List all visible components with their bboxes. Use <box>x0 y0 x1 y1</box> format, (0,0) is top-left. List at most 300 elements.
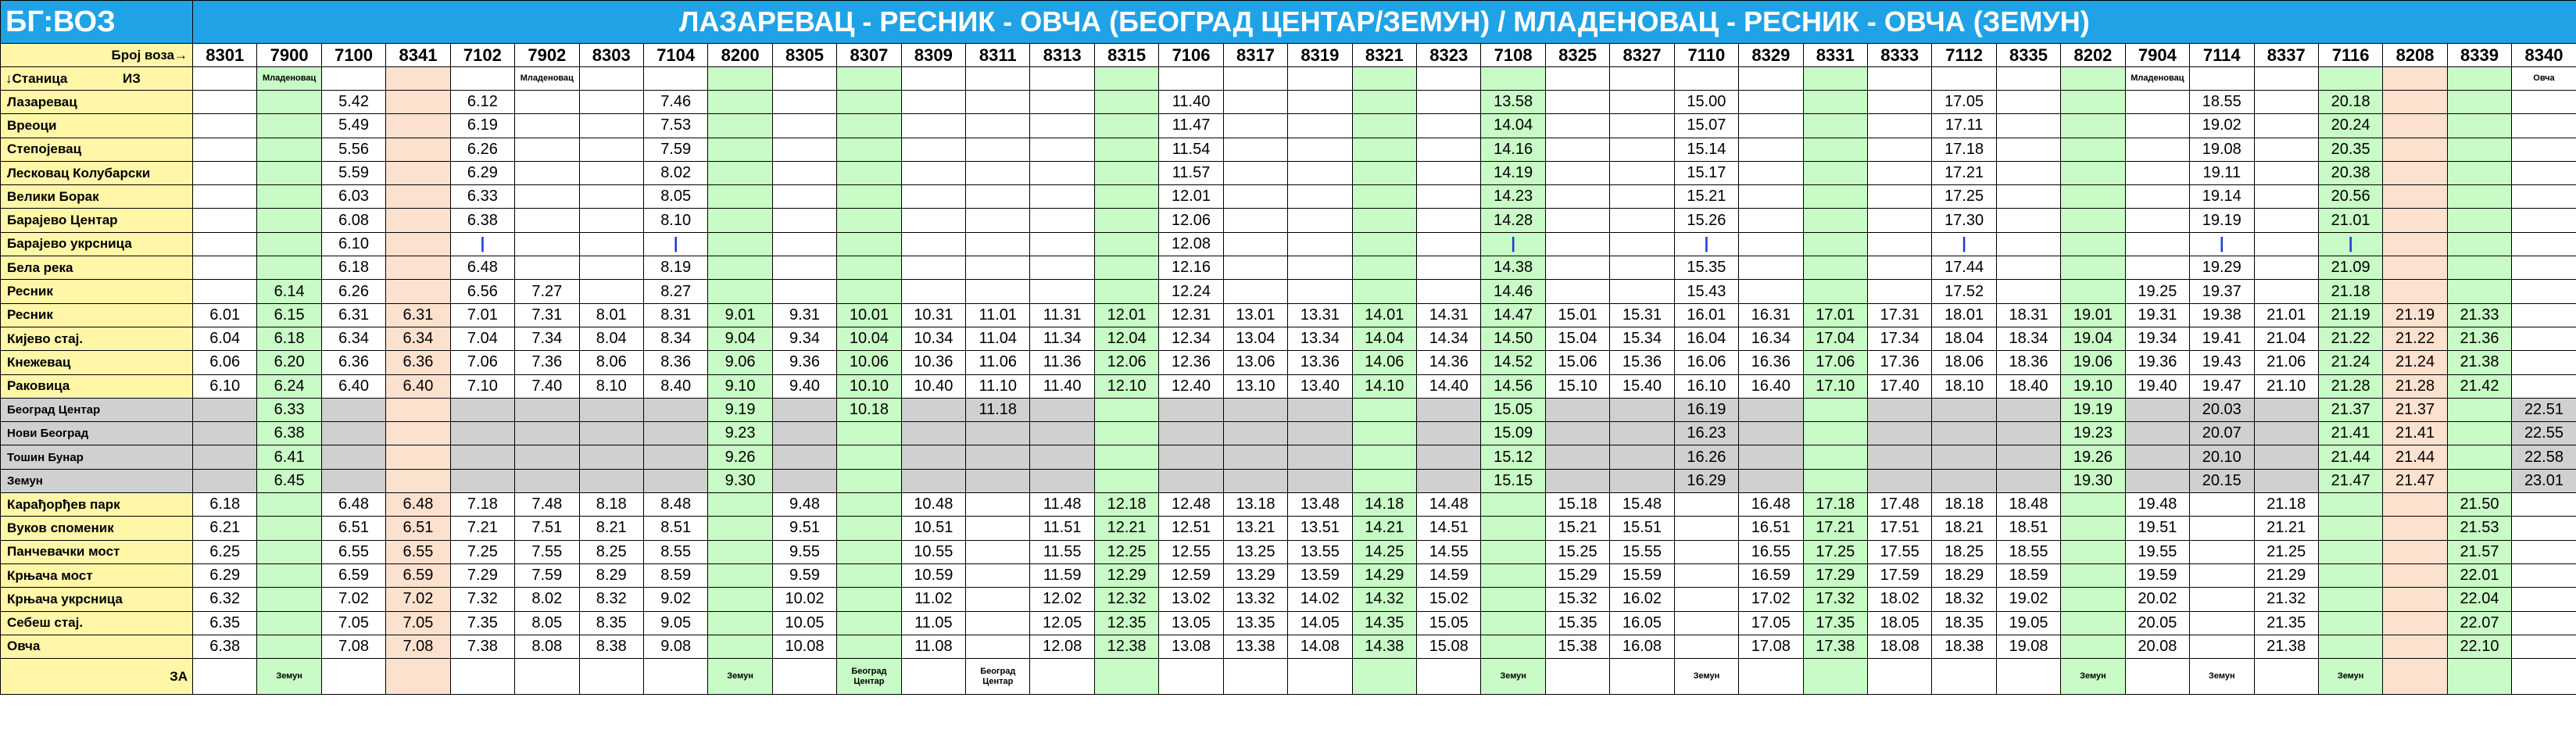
departure-time: | <box>1932 232 1996 256</box>
departure-time: 15.07 <box>1674 114 1738 138</box>
departure-time: 6.55 <box>321 540 385 563</box>
departure-time: 7.59 <box>515 563 579 587</box>
station-name: Нови Београд <box>1 422 193 445</box>
departure-time <box>1867 161 1931 184</box>
departure-time: 21.21 <box>2254 517 2318 540</box>
origin-note <box>1094 67 1158 91</box>
departure-time: 10.48 <box>901 493 965 517</box>
departure-time <box>321 445 385 469</box>
departure-time <box>1996 469 2060 492</box>
departure-time <box>966 611 1030 635</box>
departure-time <box>2061 280 2125 303</box>
departure-time: 15.51 <box>1610 517 1674 540</box>
departure-time <box>837 635 901 658</box>
departure-time: 15.17 <box>1674 161 1738 184</box>
origin-note <box>1159 67 1223 91</box>
departure-time: 13.34 <box>1288 327 1352 350</box>
departure-time: 21.44 <box>2383 445 2447 469</box>
departure-time: 21.44 <box>2318 445 2382 469</box>
departure-time <box>2254 280 2318 303</box>
departure-time: 6.56 <box>450 280 514 303</box>
departure-time <box>966 493 1030 517</box>
departure-time: 20.02 <box>2125 588 2189 611</box>
departure-time: 12.35 <box>1094 611 1158 635</box>
departure-time: 6.38 <box>193 635 257 658</box>
departure-time: 15.08 <box>1417 635 1481 658</box>
departure-time <box>2061 232 2125 256</box>
departure-time <box>966 280 1030 303</box>
departure-time <box>708 635 772 658</box>
departure-time: 7.05 <box>321 611 385 635</box>
departure-time: 7.08 <box>321 635 385 658</box>
departure-time <box>1867 469 1931 492</box>
departure-time <box>1610 91 1674 114</box>
station-row <box>1 138 2576 161</box>
departure-time: 7.02 <box>321 588 385 611</box>
departure-time: 9.31 <box>772 303 836 327</box>
departure-time: 7.55 <box>515 540 579 563</box>
destination-note: Земун <box>257 659 321 695</box>
departure-time <box>901 445 965 469</box>
departure-time: 17.11 <box>1932 114 1996 138</box>
departure-time: 7.46 <box>643 91 707 114</box>
origin-note: Овча <box>2512 67 2576 91</box>
departure-time: 11.55 <box>1030 540 1094 563</box>
departure-time <box>1545 138 1609 161</box>
departure-time <box>1610 185 1674 209</box>
departure-time: 11.40 <box>1159 91 1223 114</box>
departure-time <box>257 588 321 611</box>
departure-time: 11.04 <box>966 327 1030 350</box>
departure-time <box>1739 114 1803 138</box>
departure-time <box>901 469 965 492</box>
departure-time: 19.08 <box>1996 635 2060 658</box>
departure-time <box>579 114 643 138</box>
departure-time: 8.18 <box>579 493 643 517</box>
departure-time <box>1223 232 1287 256</box>
departure-time <box>1674 635 1738 658</box>
departure-time <box>901 398 965 421</box>
station-name: Вреоци <box>1 114 193 138</box>
departure-time: 21.33 <box>2447 303 2511 327</box>
departure-time: 13.06 <box>1223 351 1287 374</box>
departure-time: 6.01 <box>193 303 257 327</box>
departure-time <box>2512 161 2576 184</box>
departure-time: 19.47 <box>2190 374 2254 398</box>
departure-time <box>1481 635 1545 658</box>
departure-time <box>2512 540 2576 563</box>
departure-time <box>2061 540 2125 563</box>
departure-time: 11.01 <box>966 303 1030 327</box>
departure-time <box>1674 588 1738 611</box>
departure-time <box>708 588 772 611</box>
departure-time <box>837 138 901 161</box>
origin-note <box>2383 67 2447 91</box>
departure-time <box>1481 611 1545 635</box>
departure-time <box>643 422 707 445</box>
departure-time: 14.35 <box>1352 611 1416 635</box>
departure-time <box>1352 398 1416 421</box>
departure-time <box>1867 232 1931 256</box>
departure-time: 6.55 <box>386 540 450 563</box>
departure-time: 6.12 <box>450 91 514 114</box>
departure-time: 20.08 <box>2125 635 2189 658</box>
departure-time: 9.34 <box>772 327 836 350</box>
departure-time: 12.31 <box>1159 303 1223 327</box>
origin-note <box>321 67 385 91</box>
departure-time <box>1545 185 1609 209</box>
train-number: 8317 <box>1223 44 1287 67</box>
departure-time: 22.55 <box>2512 422 2576 445</box>
station-row <box>1 232 2576 256</box>
departure-time: 7.31 <box>515 303 579 327</box>
departure-time <box>966 517 1030 540</box>
departure-time <box>1030 91 1094 114</box>
departure-time: 16.08 <box>1610 635 1674 658</box>
departure-time: 19.11 <box>2190 161 2254 184</box>
departure-time <box>966 422 1030 445</box>
origin-note <box>837 67 901 91</box>
departure-time <box>515 91 579 114</box>
departure-time <box>901 161 965 184</box>
destination-note: Земун <box>1674 659 1738 695</box>
departure-time <box>1996 161 2060 184</box>
departure-time: 15.06 <box>1545 351 1609 374</box>
departure-time <box>2383 517 2447 540</box>
departure-time: 18.32 <box>1932 588 1996 611</box>
destination-note <box>772 659 836 695</box>
departure-time: 17.29 <box>1803 563 1867 587</box>
departure-time: | <box>1674 232 1738 256</box>
departure-time <box>1417 91 1481 114</box>
departure-time: 19.26 <box>2061 445 2125 469</box>
departure-time: 17.36 <box>1867 351 1931 374</box>
origin-note <box>2447 67 2511 91</box>
train-number: 7902 <box>515 44 579 67</box>
departure-time: 6.18 <box>321 256 385 280</box>
departure-time <box>2447 422 2511 445</box>
departure-time: 19.25 <box>2125 280 2189 303</box>
station-row <box>1 327 2576 350</box>
departure-time <box>2125 209 2189 232</box>
departure-time <box>1996 422 2060 445</box>
station-name: Кијево стај. <box>1 327 193 350</box>
origin-note <box>1481 67 1545 91</box>
departure-time: 15.09 <box>1481 422 1545 445</box>
departure-time <box>966 256 1030 280</box>
departure-time: 13.25 <box>1223 540 1287 563</box>
departure-time: 12.06 <box>1094 351 1158 374</box>
departure-time <box>386 209 450 232</box>
departure-time: 15.01 <box>1545 303 1609 327</box>
destination-note: Београд Центар <box>966 659 1030 695</box>
departure-time: 9.48 <box>772 493 836 517</box>
departure-time: 10.04 <box>837 327 901 350</box>
departure-time <box>579 256 643 280</box>
departure-time: 8.59 <box>643 563 707 587</box>
departure-time <box>1417 114 1481 138</box>
departure-time: 15.00 <box>1674 91 1738 114</box>
departure-time: 14.18 <box>1352 493 1416 517</box>
departure-time <box>1996 445 2060 469</box>
departure-time <box>1481 493 1545 517</box>
departure-time: 19.10 <box>2061 374 2125 398</box>
departure-time: 10.08 <box>772 635 836 658</box>
departure-time <box>708 517 772 540</box>
origin-note <box>1352 67 1416 91</box>
train-number: 8202 <box>2061 44 2125 67</box>
departure-time: | <box>2190 232 2254 256</box>
destination-note <box>450 659 514 695</box>
departure-time <box>1545 256 1609 280</box>
departure-time: 13.10 <box>1223 374 1287 398</box>
departure-time <box>515 209 579 232</box>
origin-note <box>1223 67 1287 91</box>
departure-time <box>515 445 579 469</box>
departure-time: 21.36 <box>2447 327 2511 350</box>
departure-time <box>1932 398 1996 421</box>
departure-time <box>1030 256 1094 280</box>
origin-row <box>1 67 2576 91</box>
station-row <box>1 517 2576 540</box>
departure-time: 21.38 <box>2254 635 2318 658</box>
departure-time: 20.24 <box>2318 114 2382 138</box>
departure-time <box>837 256 901 280</box>
departure-time <box>772 209 836 232</box>
station-name: Крњача мост <box>1 563 193 587</box>
departure-time: 8.55 <box>643 540 707 563</box>
departure-time: 11.34 <box>1030 327 1094 350</box>
departure-time: 7.18 <box>450 493 514 517</box>
departure-time <box>1094 161 1158 184</box>
departure-time: 14.40 <box>1417 374 1481 398</box>
departure-time: 12.02 <box>1030 588 1094 611</box>
departure-time: 8.40 <box>643 374 707 398</box>
departure-time <box>1803 209 1867 232</box>
departure-time <box>515 398 579 421</box>
departure-time <box>1674 540 1738 563</box>
departure-time: 21.41 <box>2318 422 2382 445</box>
departure-time <box>1223 398 1287 421</box>
departure-time <box>2447 232 2511 256</box>
departure-time: 6.06 <box>193 351 257 374</box>
train-number: 8325 <box>1545 44 1609 67</box>
departure-time: 20.10 <box>2190 445 2254 469</box>
departure-time <box>708 114 772 138</box>
departure-time <box>901 422 965 445</box>
departure-time <box>708 91 772 114</box>
destination-note <box>1545 659 1609 695</box>
title-row <box>1 1 2576 44</box>
departure-time: 15.26 <box>1674 209 1738 232</box>
departure-time <box>1352 161 1416 184</box>
origin-note <box>193 67 257 91</box>
departure-time: 20.38 <box>2318 161 2382 184</box>
departure-time <box>257 138 321 161</box>
departure-time <box>515 161 579 184</box>
departure-time: 13.48 <box>1288 493 1352 517</box>
departure-time <box>837 611 901 635</box>
departure-time: 11.08 <box>901 635 965 658</box>
departure-time <box>1030 138 1094 161</box>
departure-time <box>2383 114 2447 138</box>
departure-time <box>2190 635 2254 658</box>
departure-time <box>966 91 1030 114</box>
departure-time: 7.34 <box>515 327 579 350</box>
departure-time: 21.25 <box>2254 540 2318 563</box>
departure-time: 21.35 <box>2254 611 2318 635</box>
departure-time: 6.03 <box>321 185 385 209</box>
departure-time: 11.10 <box>966 374 1030 398</box>
departure-time: 9.04 <box>708 327 772 350</box>
departure-time <box>2254 469 2318 492</box>
train-number: 7102 <box>450 44 514 67</box>
departure-time <box>1803 232 1867 256</box>
departure-time: 17.51 <box>1867 517 1931 540</box>
departure-time: 17.18 <box>1803 493 1867 517</box>
departure-time <box>450 445 514 469</box>
departure-time <box>708 611 772 635</box>
departure-time: 7.10 <box>450 374 514 398</box>
departure-time <box>386 445 450 469</box>
departure-time: 10.40 <box>901 374 965 398</box>
departure-time: 12.08 <box>1159 232 1223 256</box>
brand-logo: БГ:ВОЗ <box>1 1 193 44</box>
departure-time: 17.30 <box>1932 209 1996 232</box>
departure-time <box>2254 114 2318 138</box>
departure-time <box>1739 138 1803 161</box>
departure-time <box>2254 91 2318 114</box>
departure-time: 6.24 <box>257 374 321 398</box>
departure-time: 8.10 <box>579 374 643 398</box>
departure-time <box>966 114 1030 138</box>
departure-time <box>321 422 385 445</box>
departure-time: 7.32 <box>450 588 514 611</box>
origin-note <box>1932 67 1996 91</box>
departure-time: 21.38 <box>2447 351 2511 374</box>
departure-time <box>1803 398 1867 421</box>
train-number: 8307 <box>837 44 901 67</box>
departure-time <box>2125 185 2189 209</box>
departure-time: 6.04 <box>193 327 257 350</box>
departure-time <box>450 422 514 445</box>
destination-note <box>2383 659 2447 695</box>
destination-note: Земун <box>2190 659 2254 695</box>
train-number: 7116 <box>2318 44 2382 67</box>
departure-time <box>579 232 643 256</box>
departure-time <box>2318 611 2382 635</box>
departure-time: 6.38 <box>257 422 321 445</box>
departure-time <box>2512 611 2576 635</box>
departure-time: 12.18 <box>1094 493 1158 517</box>
departure-time: 13.36 <box>1288 351 1352 374</box>
departure-time <box>1610 422 1674 445</box>
departure-time: 14.04 <box>1352 327 1416 350</box>
departure-time: 13.21 <box>1223 517 1287 540</box>
departure-time: 15.04 <box>1545 327 1609 350</box>
departure-time <box>708 540 772 563</box>
departure-time: 21.47 <box>2383 469 2447 492</box>
departure-time <box>1481 563 1545 587</box>
departure-time <box>1288 422 1352 445</box>
origin-note: Младеновац <box>515 67 579 91</box>
departure-time <box>1996 209 2060 232</box>
departure-time: 6.51 <box>386 517 450 540</box>
page-title: ЛАЗАРЕВАЦ - РЕСНИК - ОВЧА (БЕОГРАД ЦЕНТАР/ЗЕМУН) / МЛАДЕНОВАЦ - РЕСНИК - ОВЧА (ЗЕМУН) <box>193 1 2576 44</box>
departure-time: 6.29 <box>450 161 514 184</box>
departure-time: 8.51 <box>643 517 707 540</box>
departure-time: 18.35 <box>1932 611 1996 635</box>
departure-time: 6.31 <box>386 303 450 327</box>
departure-time: 12.05 <box>1030 611 1094 635</box>
departure-time <box>515 422 579 445</box>
departure-time: 6.59 <box>386 563 450 587</box>
departure-time: 9.26 <box>708 445 772 469</box>
departure-time: 12.06 <box>1159 209 1223 232</box>
departure-time: 8.06 <box>579 351 643 374</box>
departure-time <box>1674 493 1738 517</box>
train-number: 8337 <box>2254 44 2318 67</box>
departure-time <box>837 114 901 138</box>
departure-time <box>1094 445 1158 469</box>
departure-time <box>579 161 643 184</box>
departure-time: 12.55 <box>1159 540 1223 563</box>
departure-time: 21.29 <box>2254 563 2318 587</box>
departure-time <box>1094 398 1158 421</box>
train-number: 8319 <box>1288 44 1352 67</box>
departure-time <box>515 185 579 209</box>
departure-time <box>321 398 385 421</box>
departure-time: 22.01 <box>2447 563 2511 587</box>
departure-time: 12.04 <box>1094 327 1158 350</box>
departure-time <box>2061 185 2125 209</box>
departure-time: 18.18 <box>1932 493 1996 517</box>
departure-time: 6.59 <box>321 563 385 587</box>
departure-time: 6.45 <box>257 469 321 492</box>
departure-time: 10.01 <box>837 303 901 327</box>
departure-time <box>1803 445 1867 469</box>
origin-note <box>386 67 450 91</box>
station-name: Земун <box>1 469 193 492</box>
departure-time: 22.10 <box>2447 635 2511 658</box>
departure-time <box>1223 91 1287 114</box>
departure-time: 6.33 <box>450 185 514 209</box>
departure-time: 17.25 <box>1932 185 1996 209</box>
destination-note <box>2512 659 2576 695</box>
departure-time <box>2254 232 2318 256</box>
departure-time <box>1545 422 1609 445</box>
departure-time <box>837 91 901 114</box>
departure-time <box>1030 280 1094 303</box>
departure-time: 14.52 <box>1481 351 1545 374</box>
departure-time: 8.02 <box>515 588 579 611</box>
departure-time: 7.35 <box>450 611 514 635</box>
departure-time <box>1545 445 1609 469</box>
departure-time <box>966 138 1030 161</box>
departure-time <box>2512 588 2576 611</box>
departure-time <box>1030 114 1094 138</box>
departure-time <box>772 422 836 445</box>
departure-time: 15.21 <box>1674 185 1738 209</box>
destination-note <box>643 659 707 695</box>
departure-time: 7.51 <box>515 517 579 540</box>
departure-time <box>1867 138 1931 161</box>
departure-time <box>579 469 643 492</box>
departure-time: 5.59 <box>321 161 385 184</box>
departure-time: 12.01 <box>1159 185 1223 209</box>
departure-time: 6.10 <box>321 232 385 256</box>
departure-time <box>193 185 257 209</box>
